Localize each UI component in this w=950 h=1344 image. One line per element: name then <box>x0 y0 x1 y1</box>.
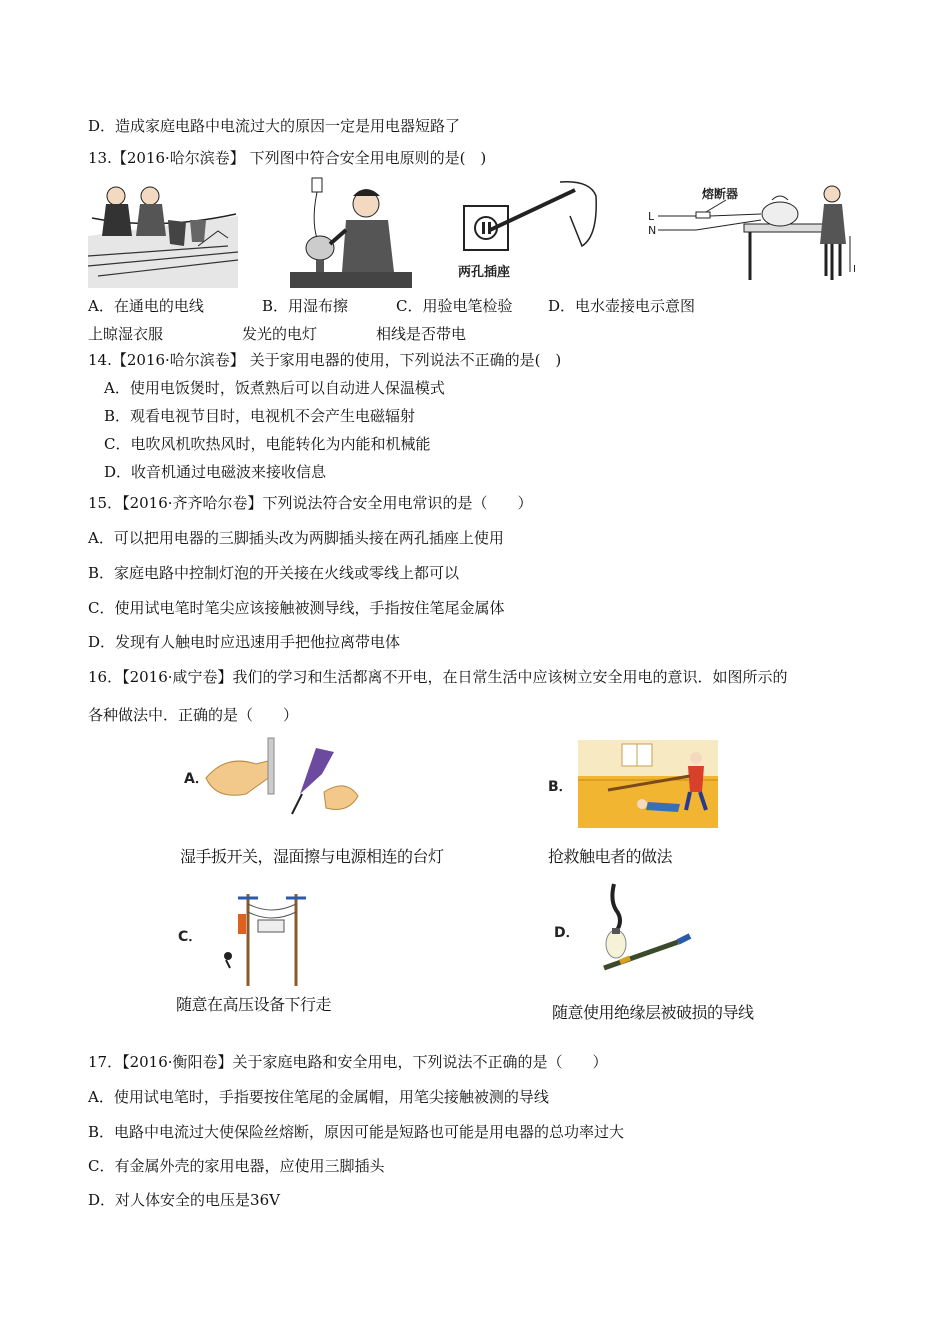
q16-caption-a: 湿手扳开关，湿面擦与电源相连的台灯 <box>180 847 444 866</box>
q16-letter-d: D． <box>554 925 580 941</box>
q13-stem: 13.【2016·哈尔滨卷】 下列图中符合安全用电原则的是( ) <box>88 149 487 167</box>
q13-caption-a-line1: A．在通电的电线 <box>88 297 204 315</box>
q13-caption-b-line1: B．用湿布擦 <box>262 297 349 315</box>
q15-option-d: D．发现有人触电时应迅速用手把他拉离带电体 <box>88 633 401 651</box>
q17-option-b: B．电路中电流过大使保险丝熔断，原因可能是短路也可能是用电器的总功率过大 <box>88 1123 625 1141</box>
q13-image-c-test-pen <box>450 176 600 288</box>
q16-caption-d: 随意使用绝缘层被破损的导线 <box>552 1003 754 1022</box>
q16-stem-line1: 16．【2016·咸宁卷】我们的学习和生活都离不开电，在日常生活中应该树立安全用电的意识．如图所示的 <box>88 668 788 686</box>
q16-caption-b: 抢救触电者的做法 <box>548 847 673 866</box>
q13-fuse-label: 熔断器 <box>702 187 739 201</box>
q13-caption-b-line2: 发光的电灯 <box>242 325 318 343</box>
q16-caption-c: 随意在高压设备下行走 <box>176 995 332 1014</box>
q14-option-b: B．观看电视节目时，电视机不会产生电磁辐射 <box>104 407 416 425</box>
q13-image-d-kettle-circuit <box>636 176 862 288</box>
q16-letter-c: C． <box>178 929 203 945</box>
q14-option-d: D．收音机通过电磁波来接收信息 <box>104 463 327 481</box>
q13-caption-d-line1: D．电水壶接电示意图 <box>548 297 696 315</box>
q13-caption-c-line2: 相线是否带电 <box>376 325 467 343</box>
q15-stem: 15．【2016·齐齐哈尔卷】下列说法符合安全用电常识的是（ ） <box>88 494 533 512</box>
q17-option-d: D．对人体安全的电压是36V <box>88 1191 280 1209</box>
q17-stem: 17．【2016·衡阳卷】关于家庭电路和安全用电，下列说法不正确的是（ ） <box>88 1053 608 1071</box>
q14-option-a: A．使用电饭煲时，饭煮熟后可以自动进人保温模式 <box>104 379 445 397</box>
q15-option-b: B．家庭电路中控制灯泡的开关接在火线或零线上都可以 <box>88 564 460 582</box>
q14-option-c: C．电吹风机吹热风时，电能转化为内能和机械能 <box>104 435 431 453</box>
q13-wire-l-label: L <box>648 210 655 223</box>
q14-stem: 14.【2016·哈尔滨卷】 关于家用电器的使用，下列说法不正确的是( ) <box>88 351 562 369</box>
q13-ground-label: I <box>853 264 856 275</box>
q13-image-b-wiping-lamp <box>290 176 412 288</box>
q13-caption-a-line2: 上晾湿衣服 <box>88 325 164 343</box>
q15-option-c: C．使用试电笔时笔尖应该接触被测导线，手指按住笔尾金属体 <box>88 599 505 617</box>
q13-image-a-clothesline <box>88 176 238 288</box>
q13-caption-c-line1: C．用验电笔检验 <box>396 297 513 315</box>
q16-letter-a: A． <box>184 771 209 787</box>
q16-stem-line2: 各种做法中．正确的是（ ） <box>88 706 299 724</box>
q16-image-b <box>578 740 718 828</box>
q16-image-d <box>590 880 700 980</box>
q16-letter-b: B． <box>548 779 573 795</box>
q13-wire-n-label: N <box>648 224 657 237</box>
q17-option-c: C．有金属外壳的家用电器，应使用三脚插头 <box>88 1157 385 1175</box>
q13-socket-label: 两孔插座 <box>458 265 511 280</box>
q12-option-d: D．造成家庭电路中电流过大的原因一定是用电器短路了 <box>88 117 461 135</box>
q17-option-a: A．使用试电笔时，手指要按住笔尾的金属帽，用笔尖接触被测的导线 <box>88 1088 549 1106</box>
q15-option-a: A．可以把用电器的三脚插头改为两脚插头接在两孔插座上使用 <box>88 529 504 547</box>
q16-image-c <box>204 886 324 986</box>
